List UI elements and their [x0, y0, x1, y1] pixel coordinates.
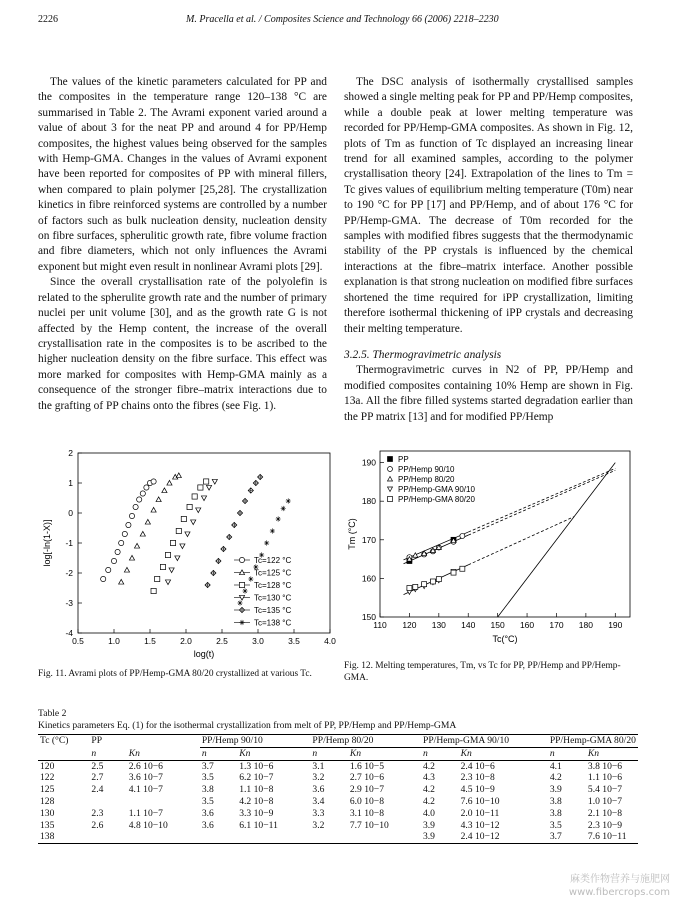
paragraph: The DSC analysis of isothermally crystallised samples showed a single melting peak for PP and PP/Hemp composites, while a double peak at lower melting temperature was recorded for PP/Hemp-GMA composites. As shown in Fig. 12, plots of Tm as function of Tc displayed an increasing linear trend for all examined samples, according to the polymer crystallisation theory [24]. Extrapolation of the lines to Tm = Tc gives values of equilibrium melting temperature (T0m) near to 190 °C for PP [17] and PP/Hemp, and of about 176 °C for PP/Hemp-GMA. The decrease of T0m recorded for the samples with modified fibres suggests that the thermodynamic stability of the PP crystals is influenced by the chemical interactions at the fibre–matrix interface. Another possible explanation is that strong nucleation on modified fibre surfaces shortened the time required for iPP crystallization, limiting therefore isothermal thickening of iPP crystals and decreasing their melting temperature.	[344, 76, 633, 335]
data-point	[204, 479, 209, 484]
data-point	[119, 579, 124, 584]
table-cell: 2.4 10−12	[459, 831, 548, 843]
legend-marker	[388, 497, 393, 502]
table-row	[38, 796, 638, 808]
data-point	[145, 519, 150, 524]
data-point	[181, 516, 186, 521]
table-cell: 3.3 10−9	[239, 807, 274, 819]
table-cell: 3.6 10−7	[128, 772, 163, 784]
x-tick-label: 190	[608, 620, 623, 630]
data-point	[436, 577, 441, 582]
table-cell: 2.9 10−7	[349, 784, 385, 796]
table-label: Table 2	[38, 708, 67, 719]
data-point	[134, 543, 139, 548]
data-point	[232, 522, 237, 527]
data-point	[192, 494, 197, 499]
table-cell: 2.1 10−8	[587, 807, 623, 819]
data-point	[196, 508, 201, 513]
y-tick-label: 180	[361, 496, 376, 507]
col-group-header: PP	[89, 735, 199, 748]
table-row	[38, 784, 638, 796]
y-tick-label: 150	[361, 612, 376, 622]
legend-label: PP/Hemp 80/20	[398, 475, 455, 484]
legend-marker	[239, 607, 244, 612]
x-tick-label: 0.5	[72, 636, 84, 646]
data-point	[221, 546, 226, 551]
col-group-header: PP/Hemp-GMA 80/20	[548, 735, 638, 748]
data-point	[242, 498, 247, 503]
table-cell: 3.1	[312, 760, 325, 772]
data-point	[413, 553, 418, 558]
table-title: Kinetics parameters Eq. (1) for the isothermal crystallization from melt of PP, PP/Hemp and PP/Hemp-GMA	[38, 720, 457, 731]
table-cell: 7.6 10−11	[586, 831, 638, 843]
legend-marker	[239, 620, 244, 625]
data-point	[206, 485, 211, 490]
y-axis-label: log[-ln(1-X)]	[42, 519, 52, 567]
y-tick-label: 0	[68, 508, 73, 518]
table-cell: 2.3 10−9	[587, 819, 623, 831]
data-point	[460, 533, 465, 538]
page-number: 2226	[38, 14, 58, 25]
data-point-cross	[221, 546, 226, 551]
data-point-cross	[248, 488, 253, 493]
data-point	[212, 479, 217, 484]
series-1	[119, 473, 182, 584]
table-cell	[127, 796, 200, 808]
data-point	[129, 513, 134, 518]
x-axis-label: Tc(°C)	[492, 634, 518, 644]
table-cell: 3.1 10−8	[349, 807, 385, 819]
data-point-cross	[205, 582, 210, 587]
data-point	[451, 570, 456, 575]
x-tick-label: 170	[549, 620, 564, 630]
col-group-header: PP/Hemp 80/20	[310, 735, 421, 748]
table-cell: 2.4	[91, 784, 104, 796]
data-point	[129, 555, 134, 560]
data-point	[281, 506, 286, 511]
data-point	[205, 582, 210, 587]
series-2	[151, 479, 209, 594]
legend-label: Tc=130 °C	[254, 593, 292, 603]
journal-citation: M. Pracella et al. / Composites Science and Technology 66 (2006) 2218–2230	[186, 14, 499, 25]
table-row	[38, 772, 638, 784]
y-tick-label: 1	[68, 478, 73, 488]
table-row	[38, 808, 638, 820]
table-cell	[89, 796, 126, 808]
data-point	[126, 522, 131, 527]
sub-header-k: Kn	[237, 747, 310, 760]
right-text-column	[344, 75, 633, 425]
sub-header	[38, 747, 89, 760]
table-cell: 2.5	[91, 760, 104, 772]
data-point	[165, 552, 170, 557]
data-point	[160, 564, 165, 569]
data-point	[122, 531, 127, 536]
table-cell: 1.3 10−6	[239, 760, 274, 772]
fit-line	[468, 517, 574, 565]
table-cell: 3.6	[201, 819, 214, 831]
paragraph: Thermogravimetric curves in N2 of PP, PP/Hemp and modified composites containing 10% Hemp are shown in Fig. 13a. All the fibre filled systems started degradation earlier than the PP matrix [13] and for modified PP/Hemp	[344, 364, 633, 423]
table-cell: 4.0	[422, 807, 435, 819]
table-cell: 2.6	[91, 819, 104, 831]
data-point	[124, 567, 129, 572]
watermark	[569, 873, 670, 899]
x-tick-label: 130	[431, 620, 446, 630]
data-point	[151, 479, 156, 484]
data-point	[227, 534, 232, 539]
data-point	[140, 531, 145, 536]
table-cell: 128	[40, 795, 55, 807]
fit-line	[468, 468, 615, 532]
table-cell: 3.8	[549, 807, 562, 819]
table-cell: 3.3	[312, 807, 325, 819]
legend-label: Tc=125 °C	[254, 568, 292, 578]
data-point	[119, 540, 124, 545]
table-body	[38, 760, 638, 844]
table-cell: 6.0 10−8	[349, 795, 385, 807]
fit-line	[498, 463, 616, 617]
table-cell: 135	[40, 819, 55, 831]
kinetics-table	[38, 734, 638, 844]
sub-header-n: n	[200, 747, 237, 760]
data-point	[167, 480, 172, 485]
avrami-plot-chart	[38, 445, 338, 663]
data-point	[422, 582, 427, 587]
data-point-cross	[237, 510, 242, 515]
table-cell: 3.5	[549, 819, 562, 831]
series-3	[165, 479, 217, 584]
table-cell: 4.1	[549, 760, 562, 772]
data-point	[115, 549, 120, 554]
fit-line	[404, 565, 469, 595]
running-header	[0, 0, 678, 40]
y-tick-label: 2	[68, 448, 73, 458]
table-cell: 4.1 10−7	[128, 784, 163, 796]
data-point	[140, 491, 145, 496]
legend-marker	[388, 487, 393, 492]
col-group-header: PP/Hemp 90/10	[200, 735, 311, 748]
figure-11	[38, 445, 338, 668]
table-cell: 3.2	[312, 772, 325, 784]
data-point	[185, 532, 190, 537]
table-cell: 138	[38, 831, 89, 843]
table-cell	[89, 831, 126, 843]
x-tick-label: 140	[461, 620, 476, 630]
sub-header-k: Kn	[348, 747, 421, 760]
x-tick-label: 2.0	[180, 636, 192, 646]
col-group-header: PP/Hemp-GMA 90/10	[421, 735, 548, 748]
data-point	[253, 480, 258, 485]
data-point	[237, 600, 242, 605]
table-row	[38, 760, 638, 772]
table-cell: 3.5	[201, 795, 214, 807]
sub-header-n: n	[310, 747, 347, 760]
y-tick-label: -4	[65, 628, 73, 638]
data-point	[248, 488, 253, 493]
table-cell: 1.6 10−5	[349, 760, 385, 772]
fit-line	[404, 532, 469, 560]
table-cell: 1.1 10−6	[587, 772, 623, 784]
data-point	[198, 485, 203, 490]
table-cell: 3.7	[548, 831, 586, 843]
table-cell: 120	[40, 760, 55, 772]
data-point	[187, 504, 192, 509]
data-point	[144, 485, 149, 490]
data-point	[176, 473, 181, 478]
fit-line	[468, 470, 615, 535]
data-point-cross	[227, 534, 232, 539]
data-point	[165, 580, 170, 585]
table-cell: 4.8 10−10	[128, 819, 168, 831]
table-cell: 6.1 10−11	[239, 819, 278, 831]
fit-line	[404, 535, 469, 564]
data-point	[201, 496, 206, 501]
table-cell: 3.7	[201, 760, 214, 772]
legend-label: Tc=128 °C	[254, 581, 292, 590]
y-axis-label: Tm (°C)	[347, 518, 357, 550]
melting-temperature-chart	[344, 445, 638, 657]
data-point	[460, 566, 465, 571]
data-point	[176, 528, 181, 533]
data-point	[155, 576, 160, 581]
table-cell: 4.2 10−8	[239, 795, 274, 807]
data-point	[156, 497, 161, 502]
col-header-tc: Tc (°C)	[38, 735, 89, 748]
x-tick-label: 180	[578, 620, 593, 630]
table-cell: 3.8	[201, 784, 214, 796]
x-tick-label: 1.0	[108, 636, 120, 646]
data-point	[264, 540, 269, 545]
table-cell: 2.3 10−8	[460, 772, 495, 784]
table-cell: 3.9	[421, 831, 459, 843]
section-heading: 3.2.5. Thermogravimetric analysis	[344, 348, 502, 361]
table-cell	[237, 831, 310, 843]
table-cell: 4.2	[549, 772, 562, 784]
table-cell: 7.7 10−10	[349, 819, 389, 831]
watermark-url: www.fibercrops.com	[568, 887, 670, 898]
data-point	[111, 558, 116, 563]
legend-label: Tc=135 °C	[254, 606, 292, 615]
legend-marker	[239, 557, 244, 562]
y-tick-label: -1	[65, 538, 73, 548]
legend-marker	[388, 467, 393, 472]
paragraph: Since the overall crystallisation rate of the polyolefin is related to the spherulite growth rate and the number of primary nuclei per unit volume [30], and as the growth rate G is not affected by the Hemp content, the increase of the overall crystallisation rate in the composites is to be ascribed to the higher nucleation density on the fibre surface. This effect was more marked for composites with Hemp-GMA mainly as a consequence of the stronger fibre–matrix interactions due to the grafting of PP chains onto the fibres (see Fig. 1).	[38, 276, 327, 412]
data-point	[276, 516, 281, 521]
table-cell: 2.7	[91, 772, 104, 784]
x-tick-label: 110	[373, 620, 387, 630]
x-tick-label: 2.5	[216, 636, 228, 646]
figure-11-caption: Fig. 11. Avrami plots of PP/Hemp-GMA 80/20 crystallized at various Tc.	[38, 669, 312, 679]
data-point	[237, 510, 242, 515]
data-point	[191, 520, 196, 525]
legend-marker	[388, 457, 393, 462]
table-cell	[310, 831, 347, 843]
sub-header-k: Kn	[459, 747, 548, 760]
table-cell: 3.8	[549, 795, 562, 807]
data-point	[162, 488, 167, 493]
legend-marker-cross	[239, 607, 244, 612]
data-point	[169, 568, 174, 573]
data-point	[211, 570, 216, 575]
x-tick-label: 3.0	[252, 636, 264, 646]
table-cell: 3.5	[201, 772, 214, 784]
legend-label: PP/Hemp-GMA 80/20	[398, 495, 475, 504]
table-cell: 3.2	[312, 819, 325, 831]
table-cell: 3.8 10−6	[587, 760, 623, 772]
data-point	[407, 586, 412, 591]
x-tick-label: 1.5	[144, 636, 156, 646]
table-cell: 4.5 10−9	[460, 784, 495, 796]
legend-label: Tc=122 °C	[254, 556, 292, 565]
data-point	[151, 507, 156, 512]
x-tick-label: 160	[519, 620, 535, 630]
table-row	[38, 820, 638, 832]
y-tick-label: 170	[361, 534, 376, 545]
table-cell: 125	[40, 784, 55, 796]
table-cell: 1.0 10−7	[587, 795, 623, 807]
legend-label: PP	[398, 455, 409, 464]
legend-marker	[239, 582, 244, 587]
x-tick-label: 3.5	[288, 636, 300, 646]
table-cell	[127, 831, 200, 843]
data-point-cross	[253, 480, 258, 485]
legend-label: PP/Hemp 90/10	[398, 465, 455, 474]
table-cell: 2.4 10−6	[460, 760, 495, 772]
table-cell: 2.0 10−11	[460, 807, 500, 819]
table-cell: 6.2 10−7	[239, 772, 274, 784]
figure-12	[344, 445, 638, 662]
table-cell: 7.6 10−10	[460, 795, 500, 807]
legend-marker	[388, 477, 393, 482]
legend-label: Tc=138 °C	[254, 618, 292, 628]
data-point	[101, 576, 106, 581]
table-cell	[200, 831, 237, 843]
table-cell: 2.6 10−6	[128, 760, 163, 772]
left-text-column	[38, 75, 327, 414]
sub-header-n: n	[89, 747, 126, 760]
table-cell: 2.3	[91, 807, 104, 819]
data-point-cross	[258, 474, 263, 479]
data-point	[270, 528, 275, 533]
data-point-cross	[211, 570, 216, 575]
table-cell: 4.2	[422, 760, 435, 772]
table-cell: 122	[40, 772, 55, 784]
data-point	[258, 474, 263, 479]
data-point	[242, 588, 247, 593]
sub-header-k: Kn	[127, 747, 200, 760]
sub-header-k: Kn	[586, 747, 638, 760]
data-point-cross	[232, 522, 237, 527]
watermark-text: 麻类作物营养与施肥网	[570, 874, 670, 885]
y-tick-label: -3	[65, 598, 73, 608]
data-point	[286, 498, 291, 503]
table-2	[38, 708, 638, 844]
table-cell: 3.6	[312, 784, 325, 796]
x-axis-label: log(t)	[193, 649, 215, 659]
data-point	[216, 558, 221, 563]
table-row	[38, 831, 638, 843]
table-cell: 3.9	[549, 784, 562, 796]
figure-12-caption: Fig. 12. Melting temperatures, Tm, vs Tc for PP, PP/Hemp and PP/Hemp-GMA.	[344, 661, 621, 683]
data-point	[430, 579, 435, 584]
table-cell: 4.3 10−12	[460, 819, 500, 831]
table-cell: 2.7 10−6	[349, 772, 385, 784]
data-point	[133, 504, 138, 509]
data-point-cross	[242, 498, 247, 503]
legend-label: PP/Hemp-GMA 90/10	[398, 485, 475, 494]
sub-header-n: n	[548, 747, 586, 760]
data-point	[106, 567, 111, 572]
y-tick-label: 190	[361, 457, 376, 468]
table-cell	[348, 831, 421, 843]
data-point	[413, 584, 418, 589]
paragraph: The values of the kinetic parameters calculated for PP and the composites in the temperature range 120–138 °C are summarised in Table 2. The Avrami exponent varied around a value of about 3 for the neat PP and around 4 for PP/Hemp composites, the highest values being observed for the samples with Hemp-GMA. Changes in the values of Avrami exponent have been reported for composites of PP with mineral fillers, when compared to plain polymer [25,28]. The crystallization kinetics in fibre reinforced systems are controlled by a number of factors such as bulk nucleation density, nucleation density on fibre surfaces, spherulitic growth rate, fibre volume fraction and fibre diameters, which not only influences the Avrami exponent but might even result in nonlinear Avrami plots [29].	[38, 76, 327, 273]
data-point	[170, 540, 175, 545]
table-cell: 1.1 10−8	[239, 784, 274, 796]
x-tick-label: 4.0	[324, 636, 336, 646]
data-point-cross	[216, 558, 221, 563]
table-cell: 3.6	[201, 807, 214, 819]
x-tick-label: 150	[490, 620, 505, 630]
y-tick-label: 160	[361, 573, 376, 584]
series-4	[407, 566, 465, 590]
data-point	[151, 588, 156, 593]
data-point	[248, 576, 253, 581]
table-cell: 5.4 10−7	[587, 784, 623, 796]
x-tick-label: 120	[402, 620, 417, 630]
table-cell: 1.1 10−7	[128, 807, 163, 819]
data-point	[180, 544, 185, 549]
table-cell: 130	[40, 807, 55, 819]
y-tick-label: -2	[65, 568, 73, 578]
series-0	[101, 479, 157, 582]
table-cell: 3.9	[422, 819, 435, 831]
table-cell: 4.2	[422, 795, 435, 807]
table-cell: 3.4	[312, 795, 325, 807]
data-point	[175, 556, 180, 561]
table-cell: 4.2	[422, 784, 435, 796]
sub-header-n: n	[421, 747, 459, 760]
data-point	[137, 497, 142, 502]
table-cell: 4.3	[422, 772, 435, 784]
